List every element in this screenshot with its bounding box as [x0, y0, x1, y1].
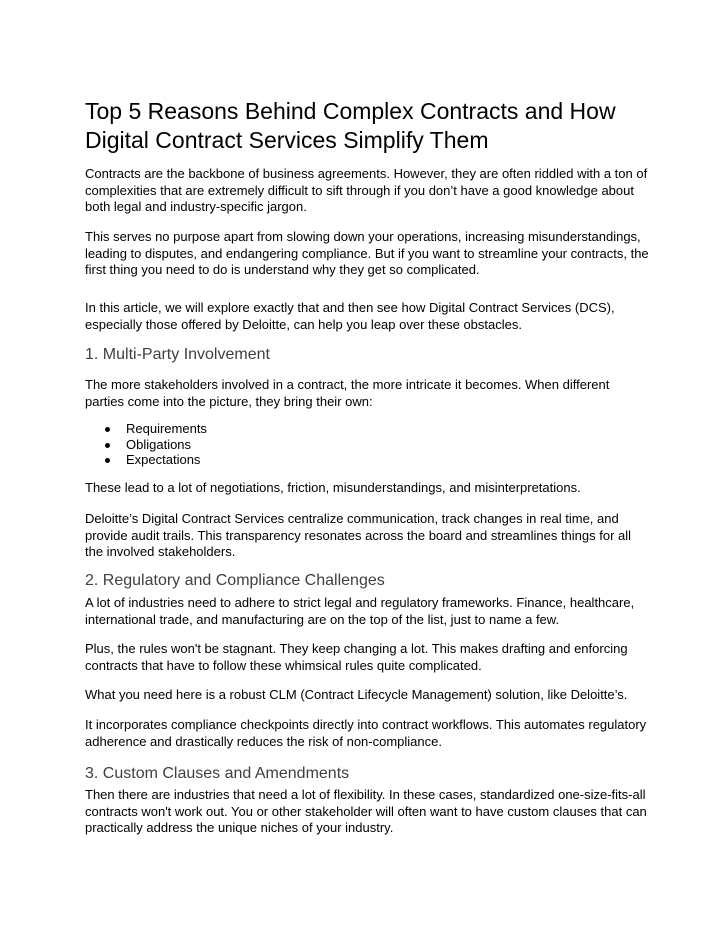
section-heading-3: 3. Custom Clauses and Amendments	[85, 765, 350, 782]
section-1-paragraph-3: Deloitte’s Digital Contract Services centralize communication, track changes in real time, and provide audit trails. This transparency resonates across the board and streamlines things for all the involved stakeholders.	[85, 511, 632, 559]
bullet-dot-icon	[105, 427, 110, 432]
intro-paragraph-3: In this article, we will explore exactly that and then see how Digital Contract Services (DCS), especially those offered by Deloitte, can help you leap over these obstacles.	[85, 300, 615, 332]
bullet-item	[85, 452, 207, 468]
bullet-item	[85, 437, 207, 453]
section-2-paragraph-4: It incorporates compliance checkpoints directly into contract workflows. This automates regulatory adherence and drastically reduces the risk of non-compliance.	[85, 717, 647, 749]
section-3-paragraph-1: Then there are industries that need a lot of flexibility. In these cases, standardized one-size-fits-all contracts won't work out. You or other stakeholder will often want to have custom clauses that can practically address the unique niches of your industry.	[85, 787, 647, 835]
section-2-paragraph-1: A lot of industries need to adhere to strict legal and regulatory frameworks. Finance, healthcare, international trade, and manufacturing are on the top of the list, just to name a few.	[85, 595, 635, 627]
section-heading-2: 2. Regulatory and Compliance Challenges	[85, 572, 385, 589]
section-1-paragraph-2: These lead to a lot of negotiations, friction, misunderstandings, and misinterpretations.	[85, 480, 581, 495]
bullet-dot-icon	[105, 458, 110, 463]
section-1-paragraph-1: The more stakeholders involved in a contract, the more intricate it becomes. When different parties come into the picture, they bring their own:	[85, 377, 610, 409]
bullet-dot-icon	[105, 443, 110, 448]
bullet-item-label: Expectations	[126, 452, 201, 467]
bullet-item	[85, 421, 207, 437]
section-2-paragraph-3: What you need here is a robust CLM (Contract Lifecycle Management) solution, like Deloitte’s.	[85, 687, 628, 702]
bullet-item-label: Obligations	[126, 436, 192, 452]
section-heading-1: 1. Multi-Party Involvement	[85, 346, 270, 363]
intro-paragraph-1: Contracts are the backbone of business agreements. However, they are often riddled with a ton of complexities that are extremely difficult to sift through if you don’t have a good knowledge about both legal and industry-specific jargon.	[85, 166, 648, 214]
bullet-item-label: Requirements	[126, 421, 207, 436]
intro-paragraph-2: This serves no purpose apart from slowing down your operations, increasing misunderstandings, leading to disputes, and endangering compliance. But if you want to streamline your contracts, the first thing you need to do is understand why they get so complicated.	[85, 229, 649, 277]
requirements-bullet-list	[85, 421, 207, 468]
document-title: Top 5 Reasons Behind Complex Contracts and How Digital Contract Services Simplify Them	[85, 98, 616, 153]
section-2-paragraph-2: Plus, the rules won't be stagnant. They keep changing a lot. This makes drafting and enforcing contracts that have to follow these whimsical rules quite complicated.	[85, 641, 628, 673]
